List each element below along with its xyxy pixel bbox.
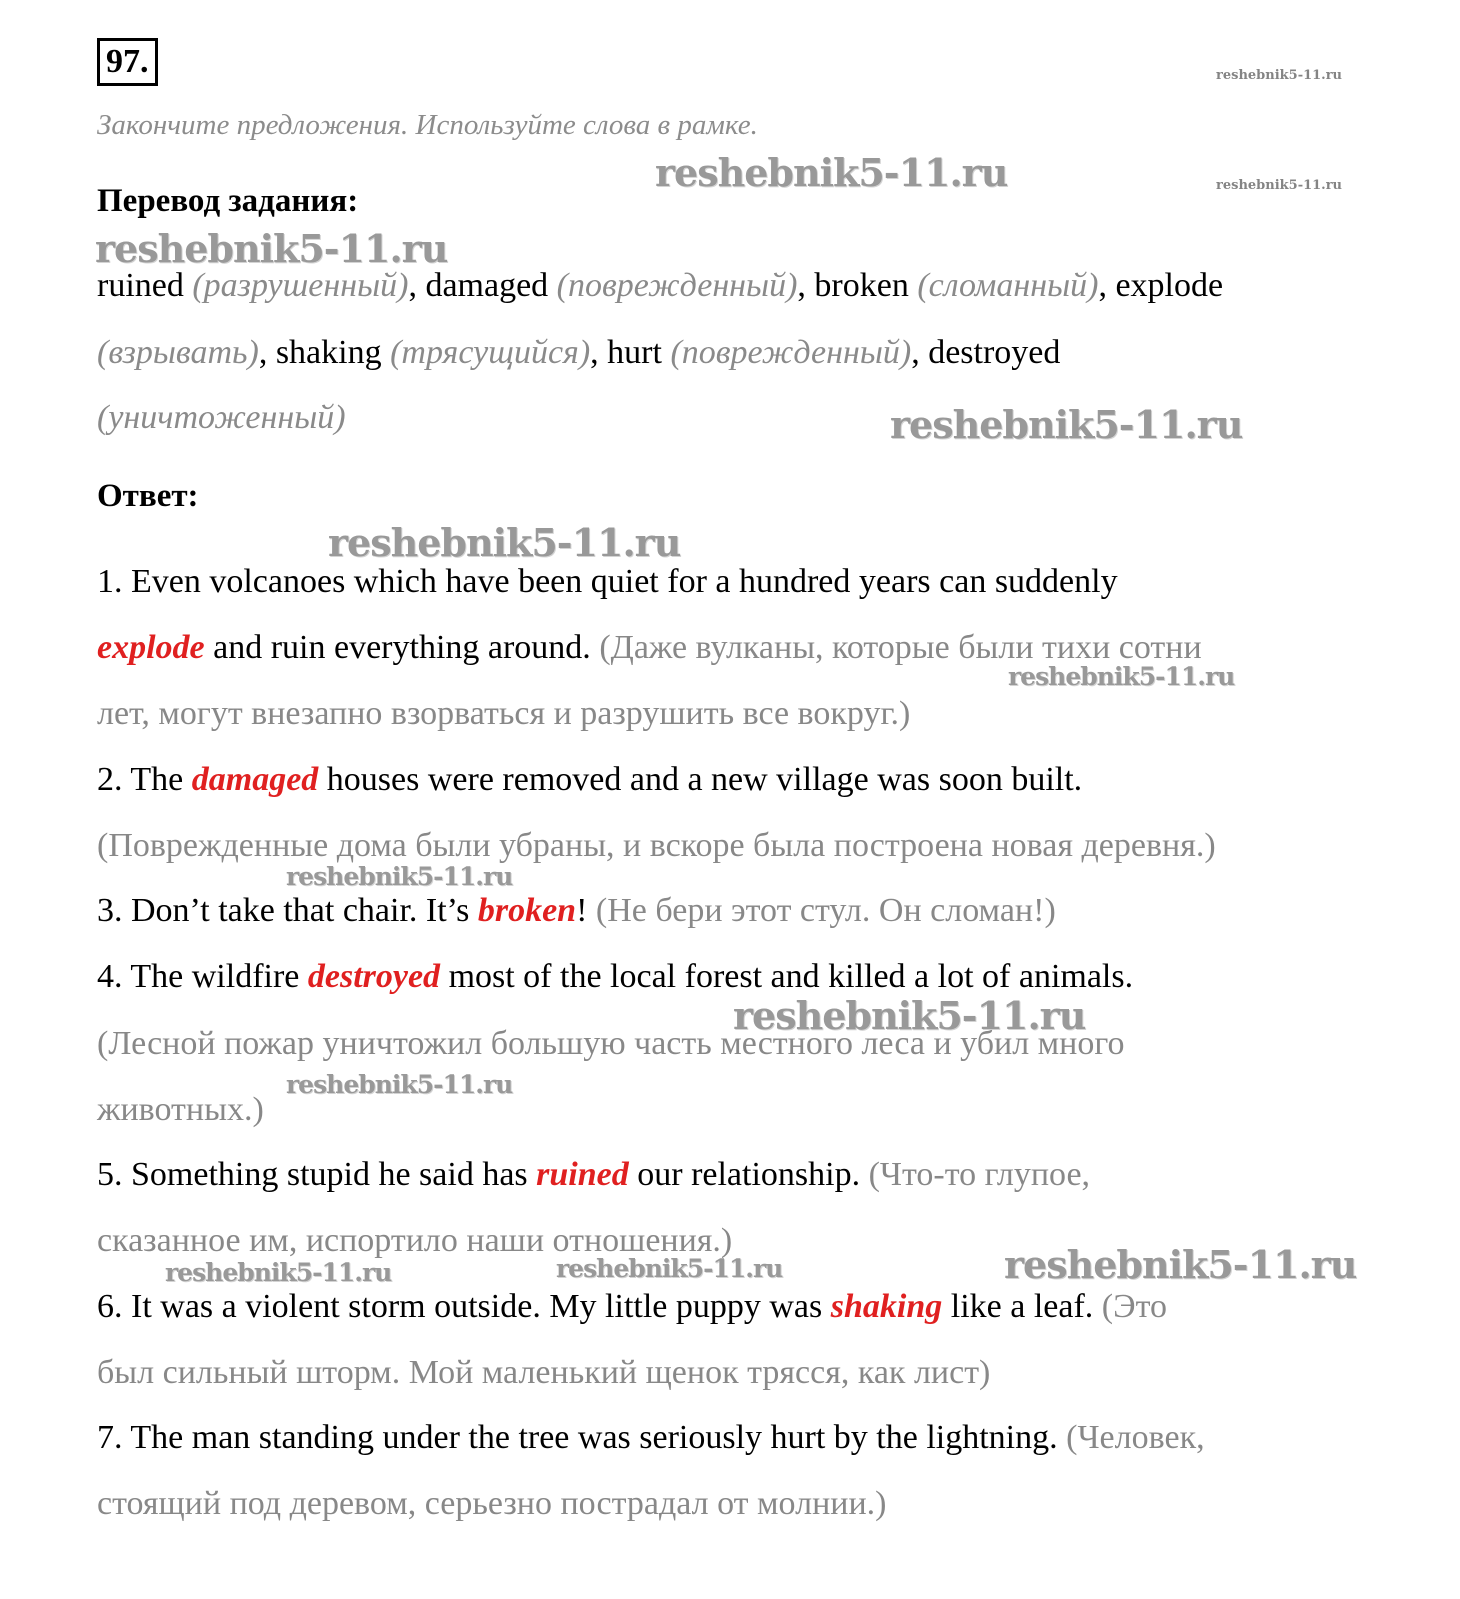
watermark: reshebnik5-11.ru bbox=[890, 402, 1243, 447]
answer-4-before: 4. The wildfire bbox=[97, 958, 308, 995]
answer-3-word: broken bbox=[477, 892, 577, 929]
separator: , bbox=[258, 334, 276, 371]
word-explode-translation: (взрывать) bbox=[97, 334, 259, 371]
answer-3-after: ! bbox=[576, 892, 596, 929]
watermark: reshebnik5-11.ru bbox=[1008, 662, 1235, 691]
word-shaking: shaking bbox=[275, 334, 382, 371]
separator: , bbox=[590, 334, 608, 371]
answer-5-word: ruined bbox=[536, 1156, 629, 1193]
word-list-line-1 bbox=[97, 266, 1223, 306]
watermark: reshebnik5-11.ru bbox=[1216, 178, 1343, 193]
answer-1-word: explode bbox=[97, 629, 205, 666]
answer-2-translation: (Поврежденные дома были убраны, и вскоре была построена новая деревня.) bbox=[97, 827, 1216, 864]
watermark: reshebnik5-11.ru bbox=[556, 1254, 783, 1283]
answer-2-after: houses were removed and a new village was soon built. bbox=[318, 761, 1083, 798]
translation-heading: Перевод задания: bbox=[97, 183, 359, 219]
answer-6-translation-2: был сильный шторм. Мой маленький щенок трясся, как лист) bbox=[97, 1354, 991, 1391]
answer-5-after: our relationship. bbox=[628, 1156, 869, 1193]
watermark: reshebnik5-11.ru bbox=[286, 1070, 513, 1099]
word-broken: broken bbox=[814, 267, 909, 304]
answer-6-before: 6. It was a violent storm outside. My little puppy was bbox=[97, 1288, 831, 1325]
word-ruined-translation: (разрушенный) bbox=[192, 267, 409, 304]
separator: , bbox=[911, 334, 929, 371]
word-damaged: damaged bbox=[425, 267, 549, 304]
answer-4-translation-2: животных.) bbox=[97, 1091, 264, 1128]
answer-2-before: 2. The bbox=[97, 761, 192, 798]
answer-5-translation-2: сказанное им, испортило наши отношения.) bbox=[97, 1222, 733, 1259]
word-destroyed: destroyed bbox=[928, 334, 1061, 371]
word-hurt-translation: (поврежденный) bbox=[670, 334, 912, 371]
answer-4-word: destroyed bbox=[307, 958, 441, 995]
separator: , bbox=[1098, 267, 1116, 304]
separator: , bbox=[797, 267, 815, 304]
answer-1-translation-2: лет, могут внезапно взорваться и разрушить все вокруг.) bbox=[97, 695, 911, 732]
exercise-number: 97. bbox=[97, 38, 158, 86]
word-hurt: hurt bbox=[607, 334, 662, 371]
answer-6-after: like a leaf. bbox=[942, 1288, 1102, 1325]
answer-2-line bbox=[97, 760, 1082, 800]
word-damaged-translation: (поврежденный) bbox=[556, 267, 798, 304]
answer-heading: Ответ: bbox=[97, 478, 199, 514]
answer-2-word: damaged bbox=[191, 761, 319, 798]
word-explode: explode bbox=[1115, 267, 1224, 304]
answer-1-after: and ruin everything around. bbox=[204, 629, 600, 666]
watermark: reshebnik5-11.ru bbox=[1004, 1242, 1357, 1287]
answer-6-line bbox=[97, 1287, 1167, 1327]
watermark: reshebnik5-11.ru bbox=[655, 150, 1008, 195]
word-shaking-translation: (трясущийся) bbox=[390, 334, 591, 371]
watermark: reshebnik5-11.ru bbox=[95, 226, 448, 271]
instruction-text: Закончите предложения. Используйте слова в рамке. bbox=[97, 109, 758, 141]
answer-7-translation-1: (Человек, bbox=[1066, 1419, 1205, 1456]
answer-4-translation-1: (Лесной пожар уничтожил большую часть местного леса и убил много bbox=[97, 1025, 1125, 1062]
answer-3-translation: (Не бери этот стул. Он сломан!) bbox=[595, 892, 1056, 929]
watermark: reshebnik5-11.ru bbox=[733, 993, 1086, 1038]
word-list-line-3 bbox=[97, 398, 346, 438]
word-ruined: ruined bbox=[97, 267, 184, 304]
answer-7-line bbox=[97, 1418, 1205, 1458]
separator: , bbox=[408, 267, 426, 304]
watermark: reshebnik5-11.ru bbox=[165, 1258, 392, 1287]
answer-1-translation: (Даже вулканы, которые были тихи сотни bbox=[599, 629, 1202, 666]
word-destroyed-translation: (уничтоженный) bbox=[97, 399, 346, 436]
answer-5-line bbox=[97, 1155, 1090, 1195]
answer-7-translation-2: стоящий под деревом, серьезно пострадал от молнии.) bbox=[97, 1485, 887, 1522]
answer-5-before: 5. Something stupid he said has bbox=[97, 1156, 537, 1193]
answer-1-line-1: 1. Even volcanoes which have been quiet for a hundred years can suddenly bbox=[97, 563, 1118, 600]
answer-3-line bbox=[97, 891, 1056, 931]
answer-7-before: 7. The man standing under the tree was seriously hurt by the lightning. bbox=[97, 1419, 1067, 1456]
watermark: reshebnik5-11.ru bbox=[1216, 68, 1343, 83]
watermark: reshebnik5-11.ru bbox=[286, 862, 513, 891]
answer-4-line bbox=[97, 957, 1133, 997]
watermark: reshebnik5-11.ru bbox=[328, 520, 681, 565]
answer-6-translation-1: (Это bbox=[1101, 1288, 1167, 1325]
answer-6-word: shaking bbox=[830, 1288, 943, 1325]
answer-4-after: most of the local forest and killed a lot of animals. bbox=[440, 958, 1134, 995]
word-list-line-2 bbox=[97, 333, 1060, 373]
answer-5-translation-1: (Что-то глупое, bbox=[868, 1156, 1091, 1193]
answer-3-before: 3. Don’t take that chair. It’s bbox=[97, 892, 478, 929]
word-broken-translation: (сломанный) bbox=[917, 267, 1099, 304]
